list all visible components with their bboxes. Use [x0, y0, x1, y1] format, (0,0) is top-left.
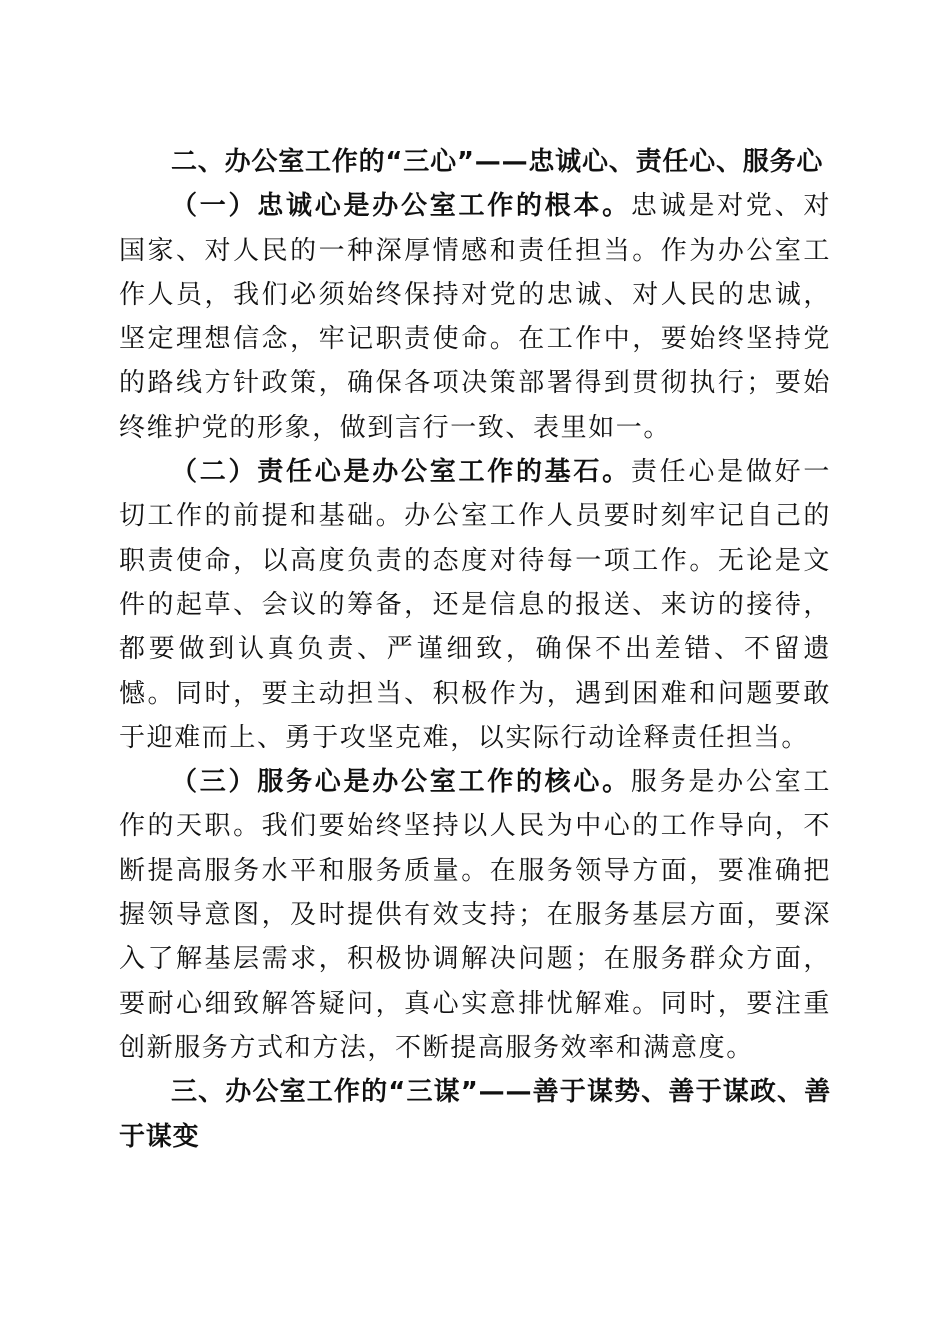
paragraph-service: [119, 760, 831, 1070]
document-page: [119, 140, 831, 1159]
paragraph-lead: （三）服务心是办公室工作的核心。: [171, 767, 631, 798]
paragraph-body: 服务是办公室工作的天职。我们要始终坚持以人民为中心的工作导向，不断提高服务水平和服务质量。在服务领导方面，要准确把握领导意图，及时提供有效支持；在服务基层方面，要深入了解基层需求，积极协调解决问题；在服务群众方面，要耐心细致解答疑问，真心实意排忧解难。同时，要注重创新服务方式和方法，不断提高服务效率和满意度。: [119, 767, 831, 1063]
paragraph-responsibility: [119, 450, 831, 760]
paragraph-lead: （二）责任心是办公室工作的基石。: [171, 457, 631, 488]
section-heading: 二、办公室工作的“三心”——忠诚心、责任心、服务心: [171, 147, 824, 177]
paragraph-lead: （一）忠诚心是办公室工作的根本。: [171, 191, 631, 222]
section-heading: 三、办公室工作的“三谋”——善于谋势、善于谋政、善于谋变: [119, 1077, 831, 1152]
paragraph-body: 忠诚是对党、对国家、对人民的一种深厚情感和责任担当。作为办公室工作人员，我们必须始终保持对党的忠诚、对人民的忠诚，坚定理想信念，牢记职责使命。在工作中，要始终坚持党的路线方针政策，确保各项决策部署得到贯彻执行；要始终维护党的形象，做到言行一致、表里如一。: [119, 191, 831, 443]
paragraph-body: 责任心是做好一切工作的前提和基础。办公室工作人员要时刻牢记自己的职责使命，以高度负责的态度对待每一项工作。无论是文件的起草、会议的筹备，还是信息的报送、来访的接待，都要做到认真负责、严谨细致，确保不出差错、不留遗憾。同时，要主动担当、积极作为，遇到困难和问题要敢于迎难而上、勇于攻坚克难，以实际行动诠释责任担当。: [119, 457, 831, 753]
paragraph-loyalty: [119, 184, 831, 450]
